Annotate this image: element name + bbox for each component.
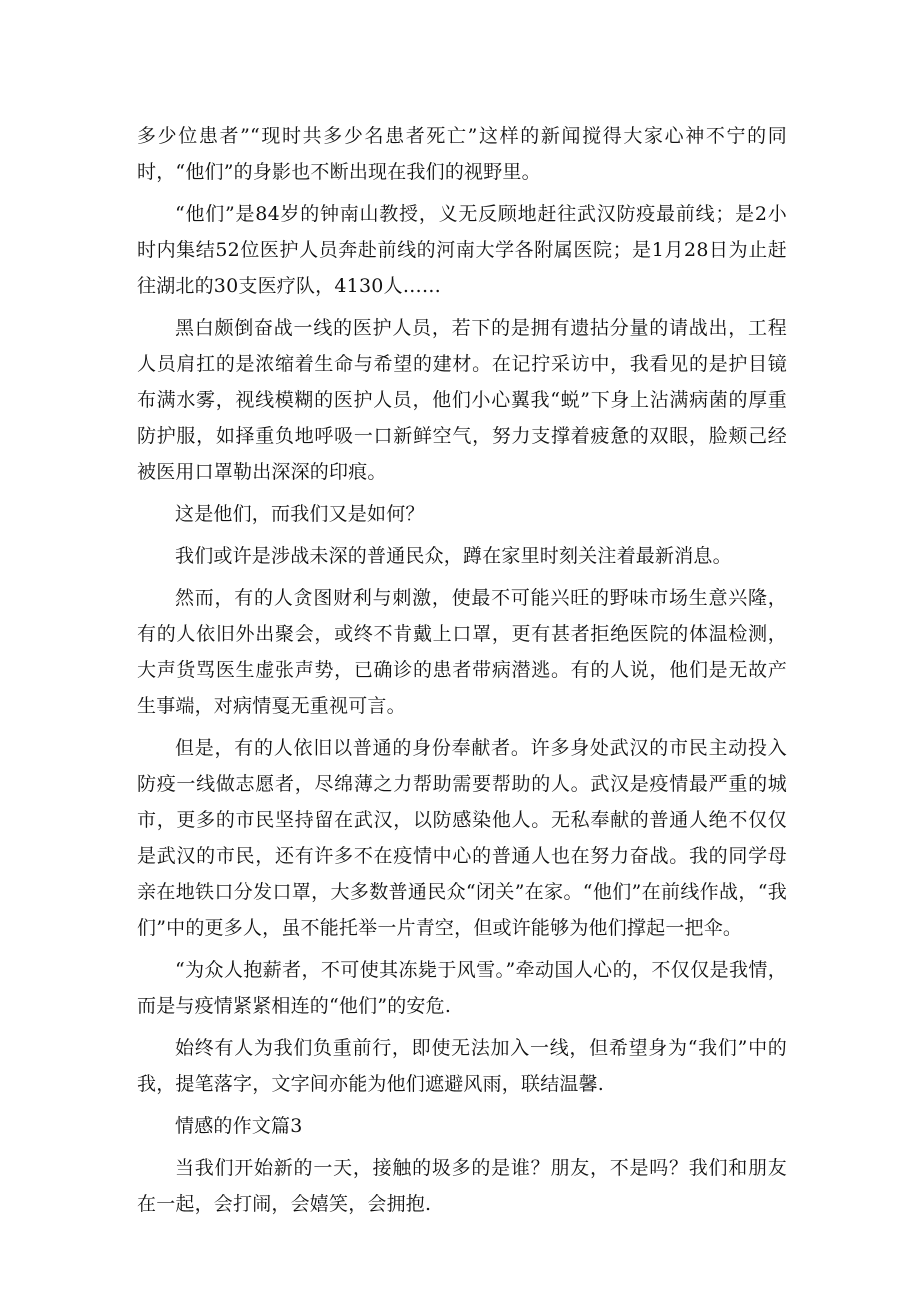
paragraph-6: 然而，有的人贪图财利与刺激，使最不可能兴旺的野味市场生意兴隆，有的人依旧外出聚会，或终不肯戴上口罩，更有甚者拒绝医院的体温检测，大声货骂医生虚张声势，已确诊的患者带病潜逃。有的人说，他们是无故产生事端，对病情戛无重视可言。	[137, 587, 787, 717]
paragraph-8: “为众人抱薪者，不可使其冻毙于风雪。”牵动国人心的，不仅仅是我情，而是与疫情紧紧相连的“他们”的安危.	[137, 959, 787, 1017]
paragraph-3: 黑白颇倒奋战一线的医护人员，若下的是拥有遗拈分量的请战出，工程人员肩扛的是浓缩着生命与希望的建材。在记拧采访中，我看见的是护目镜布满水雾，视线模糊的医护人员，他们小心翼我“蜕”下身上沾满病菌的厚重防护服，如择重负地呼吸一口新鲜空气，努力支撑着疲惫的双眼，脸颊己经被医用口罩勒出深深的印痕。	[137, 317, 787, 483]
paragraph-11: 当我们开始新的一天，接触的圾多的是谁？朋友，不是吗？我们和朋友在一起，会打闹，会嬉笑，会拥抱.	[137, 1157, 787, 1215]
paragraph-1: 多少位患者”“现时共多少名患者死亡”这样的新闻搅得大家心神不宁的同时，“他们”的身影也不断出现在我们的视野里。	[137, 125, 787, 183]
paragraph-4: 这是他们，而我们又是如何？	[175, 503, 425, 525]
paragraph-9: 始终有人为我们负重前行，即使无法加入一线，但希望身为“我们”中的我，提笔落字，文字间亦能为他们遮避风雨，联结温馨.	[137, 1037, 787, 1095]
document-body	[137, 118, 787, 1228]
paragraph-7: 但是，有的人依旧以普通的身份奉献者。许多身处武汉的市民主动投入防疫一线做志愿者，尽绵薄之力帮助需要帮助的人。武汉是疫情最严重的城市，更多的市民坚持留在武汉，以防感染他人。无私奉献的普通人绝不仅仅是武汉的市民，还有许多不在疫情中心的普通人也在努力奋战。我的同学母亲在地铁口分发口罩，大多数普通民众“闭关”在家。“他们”在前线作战，“我们”中的更多人，虽不能托举一片青空，但或许能够为他们撑起一把伞。	[137, 737, 787, 939]
paragraph-5: 我们或许是涉战未深的普通民众，蹲在家里时刻关注着最新消息。	[175, 545, 732, 567]
paragraph-2: “他们”是84岁的钟南山教授，义无反顾地赶往武汉防疫最前线；是2小时内集结52位医护人员奔赴前线的河南大学各附属医院；是1月28日为止赶往湖北的30支医疗队，4130人……	[137, 203, 787, 297]
section-heading: 情感的作文篇3	[175, 1115, 303, 1137]
